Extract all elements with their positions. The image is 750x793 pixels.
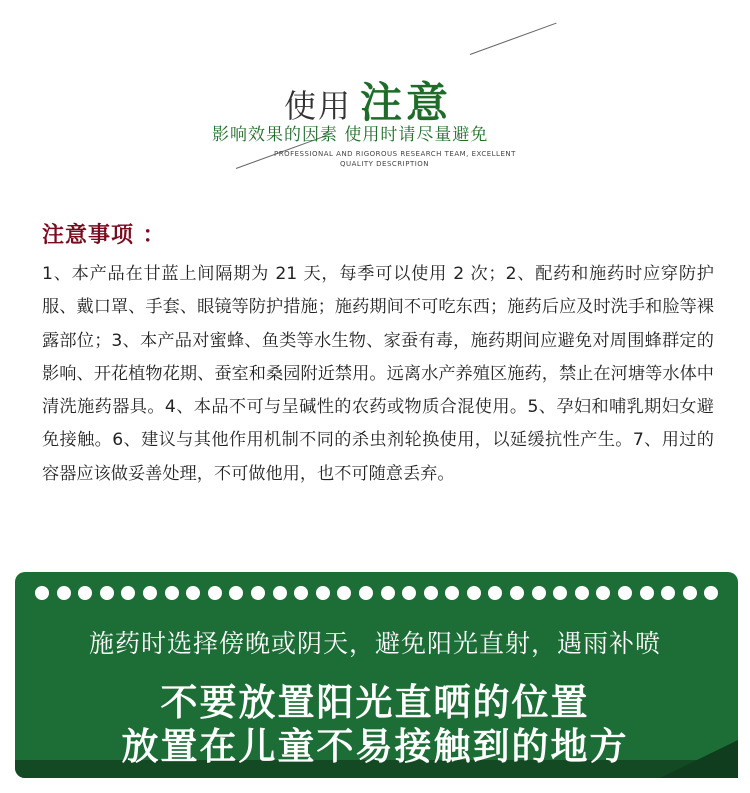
english-tagline-1: PROFESSIONAL AND RIGOROUS RESEARCH TEAM, EXCELLENT (274, 150, 516, 158)
title-big: 注意 (360, 78, 453, 127)
binder-dot (575, 586, 589, 600)
card-text-line3: 放置在儿童不易接触到的地方 (121, 725, 629, 768)
binder-dot (445, 586, 459, 600)
binder-dot (402, 586, 416, 600)
binder-dot (273, 586, 287, 600)
binder-dot (618, 586, 632, 600)
binder-dot (100, 586, 114, 600)
binder-dot (661, 586, 675, 600)
binder-dot (683, 586, 697, 600)
binder-dot (467, 586, 481, 600)
english-tagline-2: QUALITY DESCRIPTION (340, 160, 430, 168)
binder-dot (704, 586, 718, 600)
binder-dot (121, 586, 135, 600)
notes-heading: 注意事项 ： (42, 223, 166, 248)
binder-dot (359, 586, 373, 600)
binder-dot (316, 586, 330, 600)
binder-dot (510, 586, 524, 600)
binder-dot (251, 586, 265, 600)
title-small: 使用 (284, 87, 353, 125)
binder-dot (640, 586, 654, 600)
binder-dot (208, 586, 222, 600)
card-text-line2: 不要放置阳光直晒的位置 (160, 681, 590, 724)
binder-dot (35, 586, 49, 600)
subtitle: 影响效果的因素 使用时请尽量避免 (212, 125, 489, 145)
binder-dot (165, 586, 179, 600)
binder-dot (57, 586, 71, 600)
binder-dot (424, 586, 438, 600)
binder-dot (143, 586, 157, 600)
binder-dot (596, 586, 610, 600)
notes-body: 1、本产品在甘蓝上间隔期为 21 天，每季可以使用 2 次；2、配药和施药时应穿防护服、戴口罩、手套、眼镜等防护措施；施药期间不可吃东西；施药后应及时洗手和脸等裸露部位；3、本产品对蜜蜂、鱼类等水生物、家蚕有毒，施药期间应避免对周围蜂群定的影响、开花植物花期、蚕室和桑园附近禁用。远离水产养殖区施药，禁止在河塘等水体中清洗施药器具。4、本品不可与呈碱性的农药或物质合混使用。5、孕妇和哺乳期妇女避免接触。6、建议与其他作用机制不同的杀虫剂轮换使用，以延缓抗性产生。7、用过的容器应该做妥善处理，不可做他用，也不可随意丢弃。 (42, 264, 714, 484)
binder-dots (35, 586, 726, 600)
binder-dot (532, 586, 546, 600)
binder-dot (488, 586, 502, 600)
binder-dot (229, 586, 243, 600)
header (0, 0, 750, 200)
binder-dot (294, 586, 308, 600)
binder-dot (553, 586, 567, 600)
binder-dot (381, 586, 395, 600)
binder-dot (186, 586, 200, 600)
decorative-line-top (470, 23, 557, 55)
binder-dot (78, 586, 92, 600)
card-text-line1: 施药时选择傍晚或阴天，避免阳光直射，遇雨补喷 (88, 629, 661, 658)
binder-dot (337, 586, 351, 600)
